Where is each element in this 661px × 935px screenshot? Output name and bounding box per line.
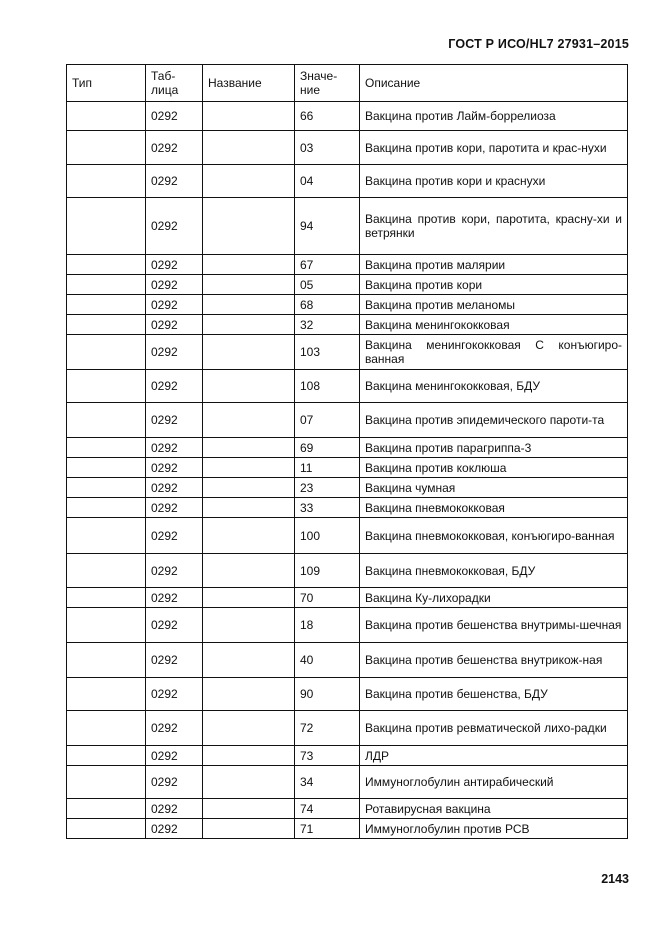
cell-name: [203, 478, 295, 498]
table-row: [67, 370, 628, 403]
table-row: [67, 819, 628, 839]
cell-table: 0292: [146, 643, 203, 678]
cell-table: 0292: [146, 458, 203, 478]
vaccine-code-table: [66, 64, 628, 839]
cell-description: Вакцина против кори, паротита, красну-хи и ветрянки: [360, 198, 628, 255]
document-header: ГОСТ Р ИСО/HL7 27931–2015: [448, 37, 629, 51]
cell-type: [67, 131, 146, 165]
table-row: [67, 678, 628, 711]
cell-description: Вакцина против парагриппа-3: [360, 438, 628, 458]
table-body: [67, 102, 628, 839]
column-header-name: Название: [203, 65, 295, 102]
cell-description: Вакцина против ревматической лихо-радки: [360, 711, 628, 746]
cell-name: [203, 131, 295, 165]
cell-table: 0292: [146, 198, 203, 255]
table-row: [67, 518, 628, 554]
cell-description: Вакцина чумная: [360, 478, 628, 498]
cell-description: Вакцина пневмококковая, конъюгиро-ванная: [360, 518, 628, 554]
cell-table: 0292: [146, 819, 203, 839]
cell-table: 0292: [146, 295, 203, 315]
cell-type: [67, 608, 146, 643]
cell-name: [203, 295, 295, 315]
cell-value: 71: [295, 819, 360, 839]
cell-description: Вакцина менингококковая: [360, 315, 628, 335]
cell-value: 23: [295, 478, 360, 498]
cell-value: 74: [295, 799, 360, 819]
cell-name: [203, 554, 295, 588]
cell-type: [67, 746, 146, 766]
table-row: [67, 198, 628, 255]
cell-name: [203, 678, 295, 711]
cell-type: [67, 678, 146, 711]
cell-name: [203, 102, 295, 131]
cell-table: 0292: [146, 275, 203, 295]
table-row: [67, 255, 628, 275]
column-header-table: Таб- лица: [146, 65, 203, 102]
cell-value: 03: [295, 131, 360, 165]
column-header-value: Значе- ние: [295, 65, 360, 102]
cell-value: 34: [295, 766, 360, 799]
cell-value: 108: [295, 370, 360, 403]
cell-table: 0292: [146, 131, 203, 165]
cell-name: [203, 608, 295, 643]
cell-value: 72: [295, 711, 360, 746]
cell-name: [203, 766, 295, 799]
cell-type: [67, 403, 146, 438]
table-row: [67, 711, 628, 746]
cell-description: Вакцина против кори, паротита и крас-нухи: [360, 131, 628, 165]
cell-table: 0292: [146, 438, 203, 458]
page-number: 2143: [601, 872, 629, 886]
cell-value: 40: [295, 643, 360, 678]
cell-type: [67, 711, 146, 746]
cell-name: [203, 643, 295, 678]
cell-table: 0292: [146, 165, 203, 198]
cell-table: 0292: [146, 370, 203, 403]
table-row: [67, 799, 628, 819]
cell-value: 11: [295, 458, 360, 478]
cell-table: 0292: [146, 554, 203, 588]
cell-value: 68: [295, 295, 360, 315]
cell-description: Вакцина Ку-лихорадки: [360, 588, 628, 608]
cell-table: 0292: [146, 711, 203, 746]
cell-type: [67, 498, 146, 518]
cell-value: 66: [295, 102, 360, 131]
cell-name: [203, 819, 295, 839]
cell-type: [67, 198, 146, 255]
cell-description: Вакцина против кори: [360, 275, 628, 295]
cell-name: [203, 370, 295, 403]
table-row: [67, 746, 628, 766]
cell-name: [203, 746, 295, 766]
cell-type: [67, 335, 146, 370]
cell-value: 100: [295, 518, 360, 554]
table-row: [67, 315, 628, 335]
cell-type: [67, 588, 146, 608]
table-header-row: [67, 65, 628, 102]
cell-table: 0292: [146, 608, 203, 643]
cell-value: 73: [295, 746, 360, 766]
table-row: [67, 403, 628, 438]
table-row: [67, 608, 628, 643]
table-row: [67, 102, 628, 131]
cell-name: [203, 403, 295, 438]
cell-description: Вакцина против Лайм-боррелиоза: [360, 102, 628, 131]
cell-description: Вакцина пневмококковая, БДУ: [360, 554, 628, 588]
cell-type: [67, 315, 146, 335]
cell-type: [67, 165, 146, 198]
cell-type: [67, 478, 146, 498]
cell-value: 67: [295, 255, 360, 275]
cell-value: 103: [295, 335, 360, 370]
cell-table: 0292: [146, 518, 203, 554]
cell-name: [203, 275, 295, 295]
cell-description: Вакцина против коклюша: [360, 458, 628, 478]
table-row: [67, 438, 628, 458]
cell-table: 0292: [146, 746, 203, 766]
cell-description: Иммуноглобулин антирабический: [360, 766, 628, 799]
cell-value: 32: [295, 315, 360, 335]
cell-table: 0292: [146, 255, 203, 275]
cell-description: ЛДР: [360, 746, 628, 766]
cell-table: 0292: [146, 498, 203, 518]
cell-type: [67, 554, 146, 588]
table-row: [67, 554, 628, 588]
cell-value: 94: [295, 198, 360, 255]
cell-name: [203, 165, 295, 198]
cell-name: [203, 711, 295, 746]
column-header-type: Тип: [67, 65, 146, 102]
table-row: [67, 643, 628, 678]
cell-type: [67, 295, 146, 315]
table-row: [67, 766, 628, 799]
cell-type: [67, 458, 146, 478]
cell-name: [203, 588, 295, 608]
table-row: [67, 335, 628, 370]
table-row: [67, 131, 628, 165]
cell-name: [203, 518, 295, 554]
cell-table: 0292: [146, 588, 203, 608]
cell-type: [67, 819, 146, 839]
table-row: [67, 458, 628, 478]
cell-name: [203, 335, 295, 370]
cell-type: [67, 275, 146, 295]
cell-description: Вакцина пневмококковая: [360, 498, 628, 518]
table-row: [67, 588, 628, 608]
table-row: [67, 498, 628, 518]
cell-description: Вакцина менингококковая, БДУ: [360, 370, 628, 403]
cell-type: [67, 643, 146, 678]
cell-description: Вакцина против бешенства внутрикож-ная: [360, 643, 628, 678]
cell-table: 0292: [146, 799, 203, 819]
cell-value: 04: [295, 165, 360, 198]
cell-name: [203, 458, 295, 478]
cell-table: 0292: [146, 766, 203, 799]
table-row: [67, 295, 628, 315]
cell-value: 90: [295, 678, 360, 711]
cell-type: [67, 438, 146, 458]
cell-value: 70: [295, 588, 360, 608]
cell-table: 0292: [146, 678, 203, 711]
table-row: [67, 478, 628, 498]
table-row: [67, 275, 628, 295]
cell-description: Вакцина против бешенства, БДУ: [360, 678, 628, 711]
cell-table: 0292: [146, 102, 203, 131]
cell-value: 07: [295, 403, 360, 438]
column-header-description: Описание: [360, 65, 628, 102]
cell-value: 69: [295, 438, 360, 458]
cell-description: Вакцина против бешенства внутримы-шечная: [360, 608, 628, 643]
cell-type: [67, 766, 146, 799]
cell-description: Ротавирусная вакцина: [360, 799, 628, 819]
cell-type: [67, 370, 146, 403]
cell-description: Вакцина против кори и краснухи: [360, 165, 628, 198]
cell-type: [67, 518, 146, 554]
cell-type: [67, 102, 146, 131]
cell-description: Вакцина против меланомы: [360, 295, 628, 315]
cell-value: 109: [295, 554, 360, 588]
cell-description: Вакцина против малярии: [360, 255, 628, 275]
cell-name: [203, 255, 295, 275]
cell-value: 05: [295, 275, 360, 295]
cell-description: Вакцина против эпидемического пароти-та: [360, 403, 628, 438]
cell-type: [67, 799, 146, 819]
cell-name: [203, 799, 295, 819]
cell-value: 33: [295, 498, 360, 518]
cell-value: 18: [295, 608, 360, 643]
cell-name: [203, 498, 295, 518]
cell-table: 0292: [146, 335, 203, 370]
cell-name: [203, 438, 295, 458]
cell-name: [203, 315, 295, 335]
cell-description: Иммуноглобулин против РСВ: [360, 819, 628, 839]
cell-table: 0292: [146, 478, 203, 498]
cell-name: [203, 198, 295, 255]
cell-description: Вакцина менингококковая С конъюгиро-ванная: [360, 335, 628, 370]
cell-table: 0292: [146, 403, 203, 438]
table-row: [67, 165, 628, 198]
cell-type: [67, 255, 146, 275]
cell-table: 0292: [146, 315, 203, 335]
